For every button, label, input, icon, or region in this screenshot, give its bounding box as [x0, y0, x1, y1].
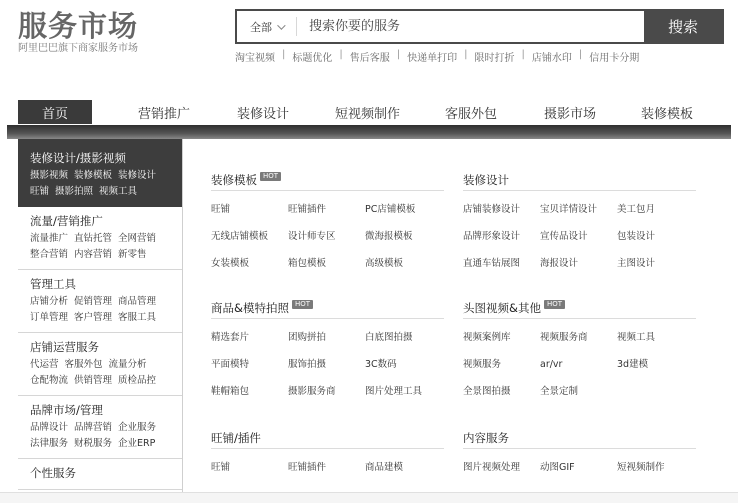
search-input[interactable]: [297, 11, 644, 42]
hot-badge: HOT: [260, 172, 281, 181]
sidebar-group: [18, 270, 182, 333]
nav-tab[interactable]: 摄影市场: [544, 107, 597, 122]
nav-tab[interactable]: 短视频制作: [335, 107, 401, 122]
search-bar: [235, 9, 724, 44]
section-link[interactable]: 高级模板: [365, 258, 404, 269]
hot-word-separator: |: [396, 49, 401, 60]
hot-word-separator: |: [578, 49, 583, 60]
sidebar-link[interactable]: 内容营销: [74, 249, 113, 260]
sidebar-link[interactable]: 装修模板: [74, 170, 113, 181]
sidebar-link[interactable]: 摄影视频: [30, 170, 69, 181]
section-link[interactable]: 图片处理工具: [365, 386, 423, 397]
sidebar-group-title[interactable]: 管理工具: [30, 277, 76, 291]
sidebar-link[interactable]: 新零售: [118, 249, 147, 260]
hot-word-separator: |: [521, 49, 525, 60]
logo-subtitle: 阿里巴巴旗下商家服务市场: [18, 43, 138, 54]
section-link[interactable]: 3C数码: [365, 359, 397, 370]
sidebar-link[interactable]: 订单管理: [30, 312, 69, 323]
sidebar-link[interactable]: 流量分析: [108, 359, 147, 370]
sidebar-link[interactable]: 旺铺: [30, 186, 50, 197]
sidebar-link[interactable]: 店铺分析: [30, 296, 69, 307]
sidebar-link[interactable]: 商品管理: [118, 296, 157, 307]
section-link[interactable]: 宣传品设计: [540, 231, 588, 242]
section-link[interactable]: 设计师专区: [288, 231, 336, 242]
section-link[interactable]: 团购拼拍: [288, 332, 327, 343]
section-link[interactable]: 箱包模板: [288, 258, 327, 269]
service-section: [463, 427, 696, 481]
sidebar-group: [18, 459, 182, 490]
section-link[interactable]: 全景图拍摄: [463, 386, 511, 397]
section-link[interactable]: 店铺装修设计: [463, 204, 521, 215]
main-nav: [18, 100, 724, 124]
sidebar-group-title[interactable]: 流量/营销推广: [30, 214, 103, 228]
category-panel: [184, 139, 738, 503]
sidebar-link[interactable]: 品牌设计: [30, 422, 69, 433]
search-scope-label: 全部: [250, 20, 272, 34]
section-link[interactable]: 短视频制作: [617, 462, 665, 473]
sidebar-link[interactable]: 摄影拍照: [55, 186, 94, 197]
section-link[interactable]: 全景定制: [540, 386, 579, 397]
section-title[interactable]: 商品&模特拍照: [211, 300, 289, 315]
section-link[interactable]: 旺铺插件: [288, 462, 327, 473]
section-links: [463, 324, 696, 405]
hot-word-link[interactable]: 标题优化: [292, 53, 333, 64]
section-link[interactable]: 视频工具: [617, 332, 656, 343]
hot-badge: HOT: [292, 300, 313, 309]
section-link[interactable]: 视频服务: [463, 359, 502, 370]
service-section: [463, 297, 696, 405]
service-section: [211, 427, 444, 481]
section-link[interactable]: 美工包月: [617, 204, 656, 215]
section-header: [463, 427, 696, 449]
section-link[interactable]: 无线店铺模板: [211, 231, 269, 242]
logo-title: 服务市场: [18, 9, 139, 43]
sidebar-group: [18, 139, 182, 207]
section-link[interactable]: 包装设计: [617, 231, 656, 242]
section-title[interactable]: 装修模板: [211, 172, 257, 187]
sidebar-group: [18, 333, 182, 396]
hot-word-link[interactable]: 店铺水印: [531, 53, 572, 64]
section-link[interactable]: 鞋帽箱包: [211, 386, 250, 397]
nav-tab[interactable]: 首页: [18, 100, 92, 124]
section-link[interactable]: 摄影服务商: [288, 386, 336, 397]
section-link[interactable]: 视频服务商: [540, 332, 588, 343]
sidebar-group: [18, 396, 182, 459]
search-scope-dropdown[interactable]: [237, 17, 297, 36]
section-link[interactable]: 视频案例库: [463, 332, 511, 343]
hot-word-separator: |: [464, 49, 468, 60]
hot-word-link[interactable]: 限时打折: [474, 53, 515, 64]
sidebar-link[interactable]: 流量推广: [30, 233, 69, 244]
sidebar-link[interactable]: 质检品控: [118, 375, 157, 386]
sidebar-link[interactable]: 全网营销: [118, 233, 157, 244]
sidebar-link[interactable]: 客户管理: [74, 312, 113, 323]
nav-tab[interactable]: 客服外包: [445, 107, 498, 122]
section-link[interactable]: 商品建模: [365, 462, 404, 473]
sidebar-link[interactable]: 装修设计: [118, 170, 157, 181]
section-header: [211, 169, 444, 191]
hot-word-link[interactable]: 淘宝视频: [235, 53, 275, 64]
sidebar-link[interactable]: 客服工具: [118, 312, 157, 323]
nav-tab[interactable]: 装修模板: [641, 107, 694, 122]
sidebar-link[interactable]: 代运营: [30, 359, 59, 370]
nav-tab[interactable]: 营销推广: [138, 107, 191, 122]
nav-underbar: [7, 125, 731, 139]
section-link[interactable]: 女装模板: [211, 258, 250, 269]
section-link[interactable]: 旺铺插件: [288, 204, 327, 215]
section-link[interactable]: 品牌形象设计: [463, 231, 521, 242]
hot-word-separator: |: [282, 49, 286, 60]
site-logo[interactable]: [18, 9, 138, 55]
sidebar-link[interactable]: 直钻托管: [74, 233, 113, 244]
section-header: [463, 297, 696, 319]
hot-badge: HOT: [544, 300, 565, 309]
sidebar-link[interactable]: 促销管理: [74, 296, 113, 307]
section-link[interactable]: 微海报模板: [365, 231, 413, 242]
sidebar-links: [30, 357, 170, 389]
sidebar-link[interactable]: 仓配物流: [30, 375, 69, 386]
service-section: [211, 297, 444, 405]
section-title[interactable]: 装修设计: [463, 172, 509, 187]
sidebar-link[interactable]: 供销管理: [74, 375, 113, 386]
sidebar-link[interactable]: 视频工具: [99, 186, 138, 197]
sidebar-group-title[interactable]: 个性服务: [30, 466, 76, 480]
section-link[interactable]: 旺铺: [211, 204, 231, 215]
horizontal-scrollbar[interactable]: [0, 492, 738, 503]
section-link[interactable]: 平面模特: [211, 359, 250, 370]
section-link[interactable]: 精选套片: [211, 332, 250, 343]
section-link[interactable]: 动图GIF: [540, 462, 575, 473]
sidebar-group: [18, 207, 182, 270]
section-link[interactable]: 服饰拍摄: [288, 359, 327, 370]
hot-word-link[interactable]: 快递单打印: [407, 53, 458, 64]
sidebar-group-title[interactable]: 店铺运营服务: [30, 340, 99, 354]
sidebar-link[interactable]: 整合营销: [30, 249, 69, 260]
section-header: [211, 427, 444, 449]
sidebar-links: [30, 294, 170, 326]
section-link[interactable]: PC店铺模板: [365, 204, 416, 215]
sidebar-link[interactable]: 客服外包: [64, 359, 103, 370]
sidebar-group-title[interactable]: 品牌市场/管理: [30, 403, 103, 417]
section-title[interactable]: 内容服务: [463, 430, 509, 445]
search-button[interactable]: 搜索: [644, 11, 722, 42]
section-links: [463, 196, 696, 277]
section-link[interactable]: 图片视频处理: [463, 462, 521, 473]
sidebar-link[interactable]: 财税服务: [74, 438, 113, 449]
sidebar-links: [30, 168, 170, 200]
chevron-down-icon: [277, 21, 285, 29]
section-header: [463, 169, 696, 191]
sidebar-link[interactable]: 企业服务: [118, 422, 157, 433]
nav-tab[interactable]: 装修设计: [237, 107, 290, 122]
sidebar-link[interactable]: 法律服务: [30, 438, 69, 449]
sidebar-group-title[interactable]: 装修设计/摄影视频: [30, 151, 126, 165]
section-links: [211, 454, 444, 481]
sidebar-link[interactable]: 品牌营销: [74, 422, 113, 433]
section-links: [211, 324, 444, 405]
category-sidebar: [18, 139, 183, 503]
section-link[interactable]: 旺铺: [211, 462, 231, 473]
service-section: [463, 169, 696, 277]
section-links: [211, 196, 444, 277]
section-links: [463, 454, 696, 481]
hot-word-link[interactable]: 售后客服: [349, 53, 390, 64]
sidebar-link[interactable]: 企业ERP: [118, 438, 156, 449]
section-link[interactable]: 白底图拍摄: [365, 332, 413, 343]
service-section: [211, 169, 444, 277]
section-link[interactable]: 3d建模: [617, 359, 649, 370]
hot-word-separator: |: [339, 49, 343, 60]
section-title[interactable]: 头图视频&其他: [463, 300, 541, 315]
section-link[interactable]: 海报设计: [540, 258, 579, 269]
section-title[interactable]: 旺铺/插件: [211, 430, 261, 445]
section-link[interactable]: ar/vr: [540, 359, 563, 370]
hot-word-link[interactable]: 信用卡分期: [589, 53, 640, 64]
section-link[interactable]: 直通车钻展图: [463, 258, 521, 269]
section-link[interactable]: 主图设计: [617, 258, 656, 269]
section-link[interactable]: 宝贝详情设计: [540, 204, 598, 215]
section-header: [211, 297, 444, 319]
hot-words: [235, 49, 639, 64]
sidebar-links: [30, 231, 170, 263]
sidebar-links: [30, 420, 170, 452]
